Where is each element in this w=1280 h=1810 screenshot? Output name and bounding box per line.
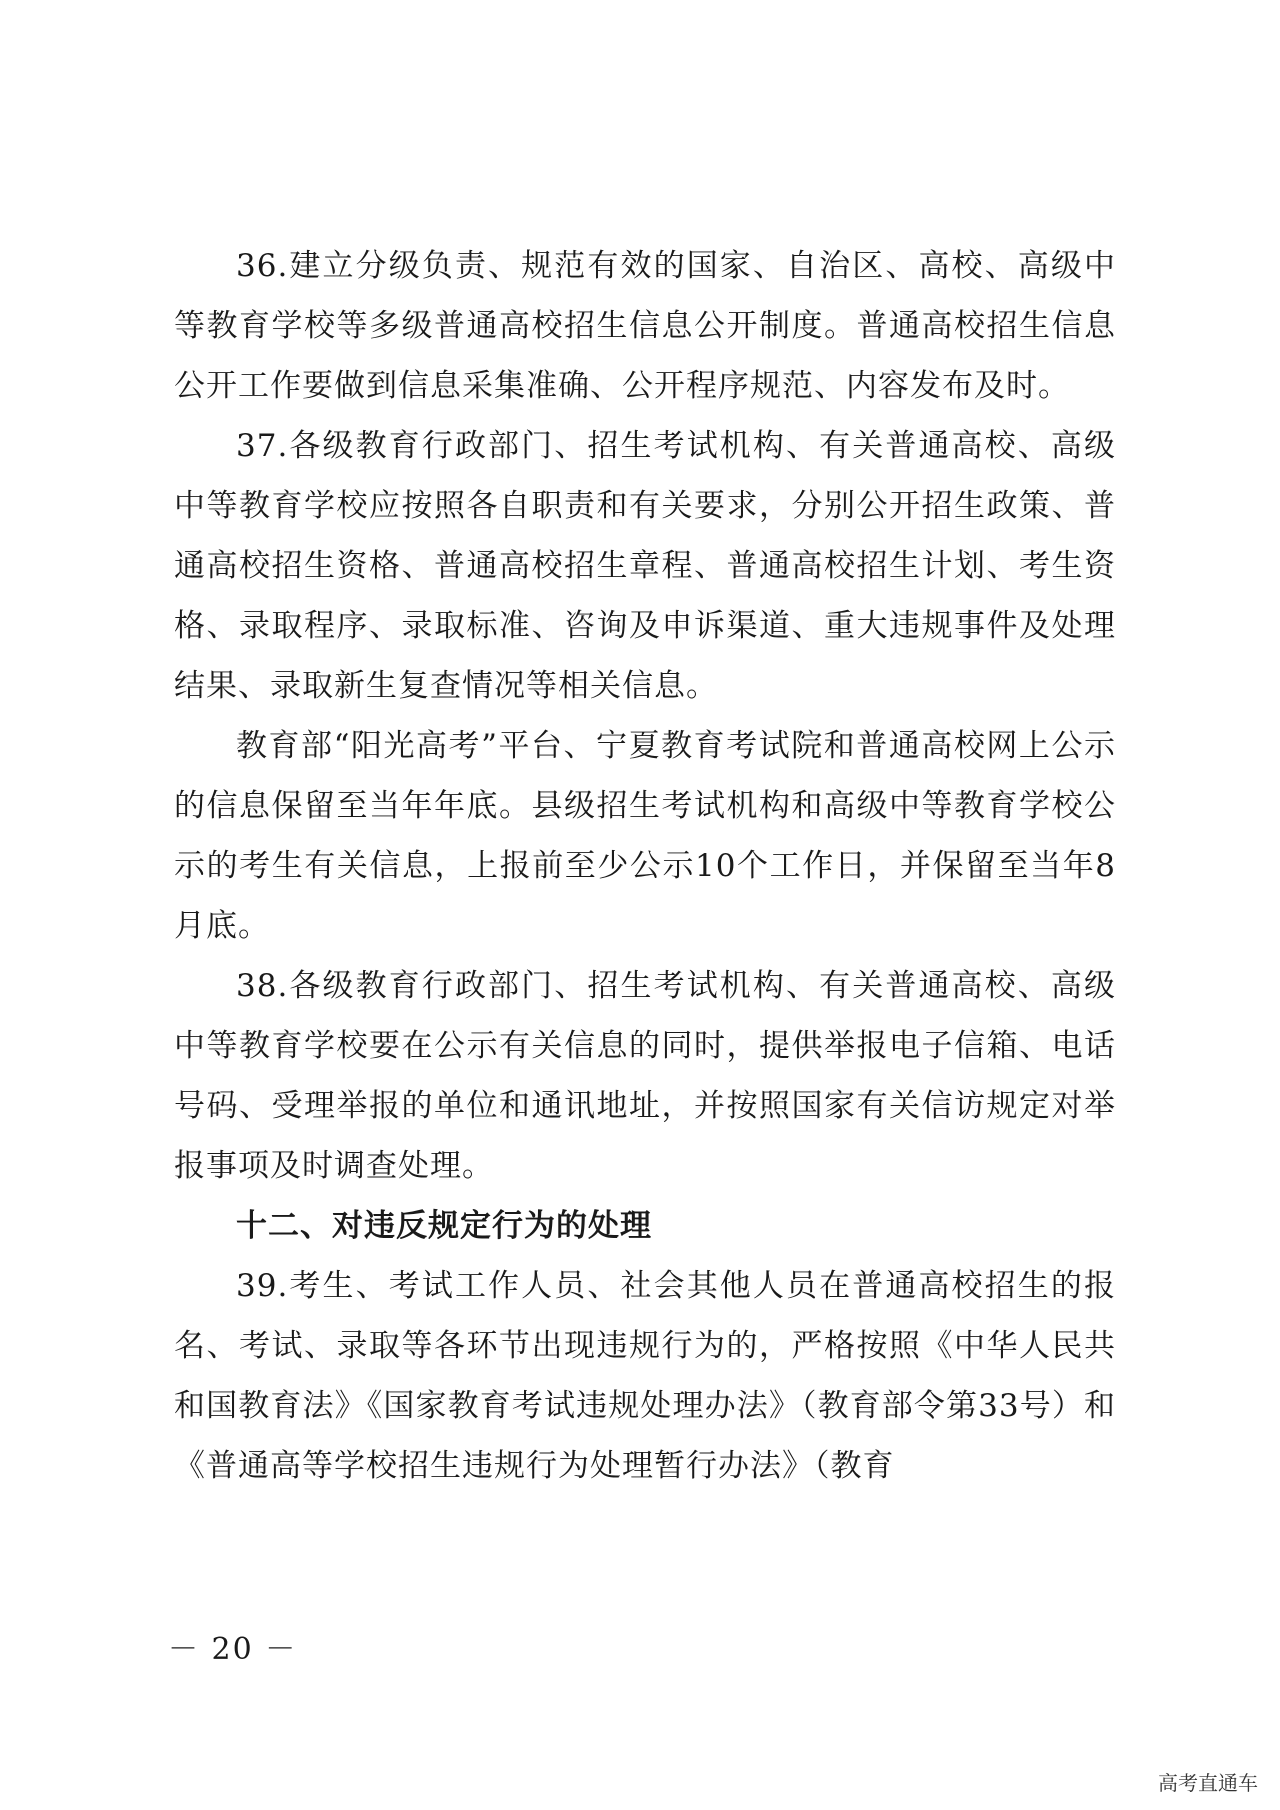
page-number: － 20 － (168, 1632, 298, 1667)
watermark: 高考直通车 (1158, 1771, 1258, 1795)
paragraph-37-continued: 教育部“阳光高考”平台、宁夏教育考试院和普通高校网上公示的信息保留至当年年底。县级招生考试机构和高级中等教育学校公示的考生有关信息，上报前至少公示10个工作日，并保留至当年8月底。 (174, 728, 1116, 944)
paragraph-37: 37.各级教育行政部门、招生考试机构、有关普通高校、高级中等教育学校应按照各自职责和有关要求，分别公开招生政策、普通高校招生资格、普通高校招生章程、普通高校招生计划、考生资格、录取程序、录取标准、咨询及申诉渠道、重大违规事件及处理结果、录取新生复查情况等相关信息。 (174, 428, 1116, 704)
paragraph-39: 39.考生、考试工作人员、社会其他人员在普通高校招生的报名、考试、录取等各环节出现违规行为的，严格按照《中华人民共和国教育法》《国家教育考试违规处理办法》（教育部令第33号）和《普通高等学校招生违规行为处理暂行办法》（教育 (174, 1268, 1116, 1484)
paragraph-36: 36.建立分级负责、规范有效的国家、自治区、高校、高级中等教育学校等多级普通高校招生信息公开制度。普通高校招生信息公开工作要做到信息采集准确、公开程序规范、内容发布及时。 (174, 248, 1116, 404)
paragraph-38: 38.各级教育行政部门、招生考试机构、有关普通高校、高级中等教育学校要在公示有关信息的同时，提供举报电子信箱、电话号码、受理举报的单位和通讯地址，并按照国家有关信访规定对举报事项及时调查处理。 (174, 968, 1116, 1184)
document-body (174, 236, 1116, 1496)
section-heading: 十二、对违反规定行为的处理 (236, 1208, 652, 1244)
